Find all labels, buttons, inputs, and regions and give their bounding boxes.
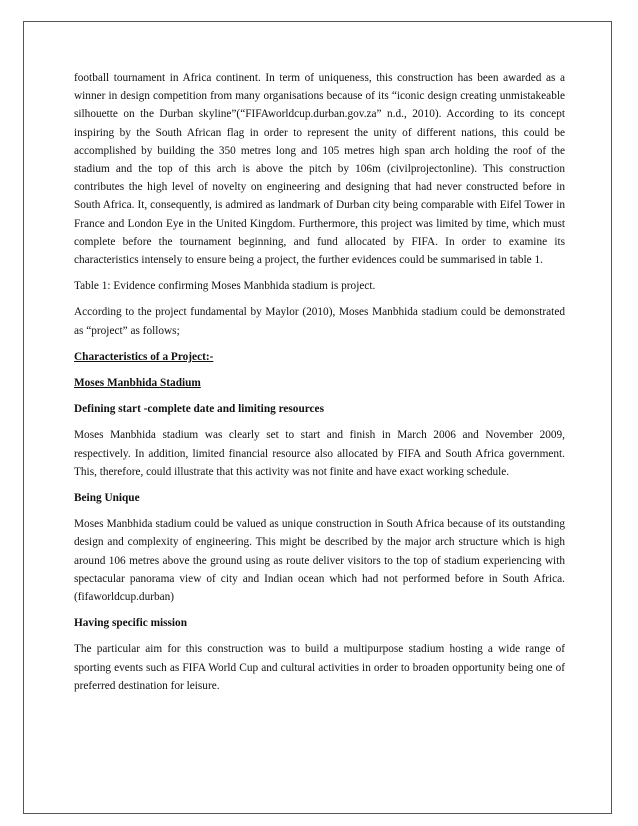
document-body [74,69,565,695]
heading-stadium: Moses Manbhida Stadium [74,377,201,390]
table-caption: Table 1: Evidence confirming Moses Manbhida stadium is project. [74,280,376,293]
heading-mission: Having specific mission [74,617,187,630]
mission-paragraph: The particular aim for this construction was to build a multipurpose stadium hosting a wide range of sporting events such as FIFA World Cup and cultural activities in order to broaden opportunity being one of preferred destination for leisure. [74,643,565,692]
according-paragraph: According to the project fundamental by Maylor (2010), Moses Manbhida stadium could be demonstrated as “project” as follows; [74,306,565,337]
unique-paragraph: Moses Manbhida stadium could be valued as unique construction in South Africa because of its outstanding design and complexity of engineering. This might be described by the major arch structure which is high around 106 metres above the ground using as route deliver visitors to the top of stadium experiencing with spectacular panorama view of city and Indian ocean which had not performed before in South Africa. (fifaworldcup.durban) [74,518,565,604]
heading-characteristics: Characteristics of a Project:- [74,350,214,363]
intro-paragraph: football tournament in Africa continent. In term of uniqueness, this construction has been awarded as a winner in design competition from many organisations because of its “iconic design creating unmistakeable silhouette on the Durban skyline”(“FIFAworldcup.durban.gov.za” n.d., 2010). According to its concept inspiring by the South African flag in order to represent the unity of different nations, this could be accomplished by building the 350 metres long and 105 metres high span arch holding the roof of the stadium and the top of this arch is above the pitch by 106m (civilprojectonline). This construction contributes the high level of novelty on engineering and designing that had never constructed before in South Africa. It, consequently, is admired as landmark of Durban city being comparable with Eifel Tower in France and London Eye in the United Kingdom. Furthermore, this project was limited by time, which must complete before the tournament beginning, and fund allocated by FIFA. In order to examine its characteristics intensely to ensure being a project, the further evidences could be summarised in table 1. [74,72,565,267]
heading-defining: Defining start -complete date and limiting resources [74,403,324,416]
heading-unique: Being Unique [74,492,140,505]
defining-paragraph: Moses Manbhida stadium was clearly set to start and finish in March 2006 and November 2009, respectively. In addition, limited financial resource also allocated by FIFA and South Africa government. This, therefore, could illustrate that this activity was not finite and have exact working schedule. [74,429,565,478]
